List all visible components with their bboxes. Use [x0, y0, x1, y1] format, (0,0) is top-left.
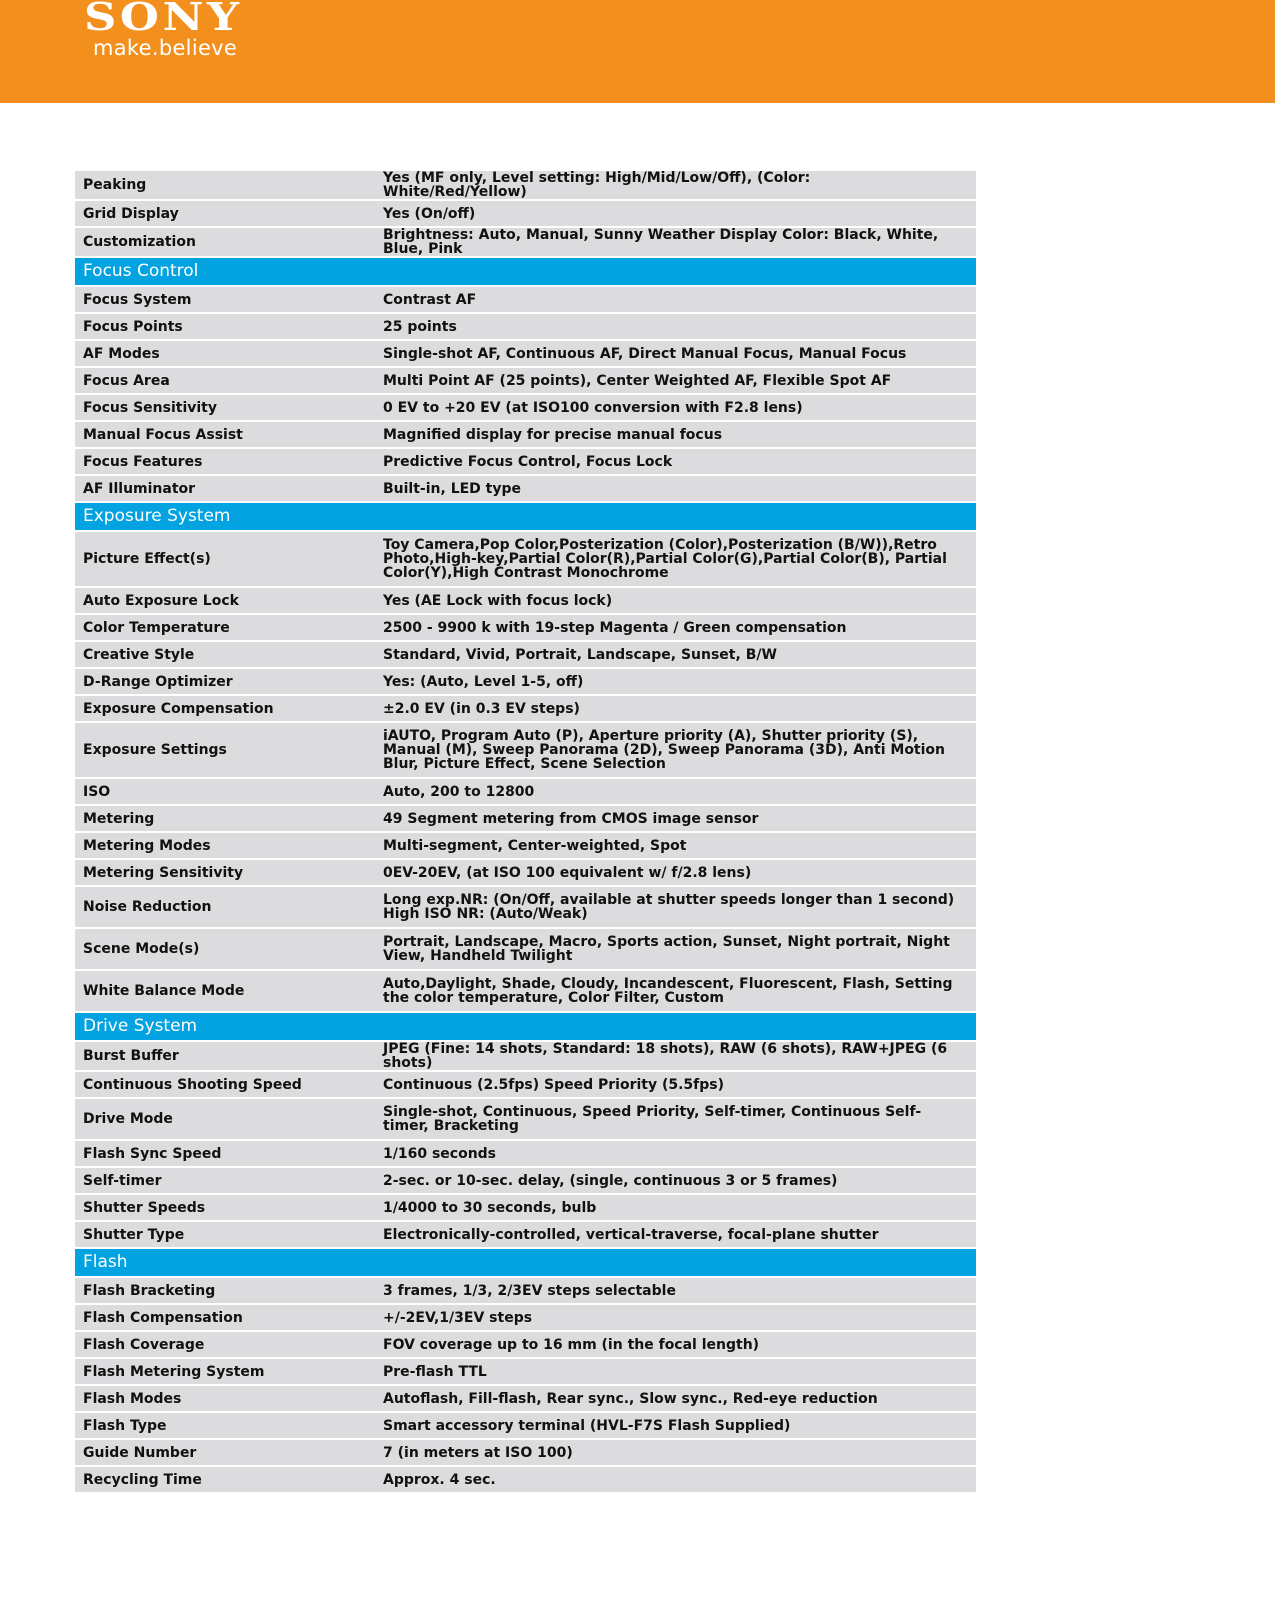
spec-label: Flash Bracketing [75, 1277, 375, 1304]
spec-label: Focus Points [75, 313, 375, 340]
spec-row [75, 641, 976, 668]
spec-value: Auto,Daylight, Shade, Cloudy, Incandescent, Fluorescent, Flash, Setting the color temperature, Color Filter, Custom [375, 970, 976, 1012]
spec-label: Customization [75, 227, 375, 257]
spec-label: White Balance Mode [75, 970, 375, 1012]
spec-value: Built-in, LED type [375, 475, 976, 502]
spec-value: Magnified display for precise manual focus [375, 421, 976, 448]
section-title: Exposure System [75, 502, 976, 531]
spec-label: Recycling Time [75, 1466, 375, 1493]
spec-label: Grid Display [75, 200, 375, 227]
spec-label: Manual Focus Assist [75, 421, 375, 448]
spec-value: +/-2EV,1/3EV steps [375, 1304, 976, 1331]
spec-label: Flash Metering System [75, 1358, 375, 1385]
spec-row [75, 805, 976, 832]
spec-label: Metering Sensitivity [75, 859, 375, 886]
spec-value: Electronically-controlled, vertical-traverse, focal-plane shutter [375, 1221, 976, 1248]
sony-logo: SONY [84, 0, 243, 39]
spec-row [75, 227, 976, 257]
spec-row [75, 668, 976, 695]
spec-value: Multi Point AF (25 points), Center Weighted AF, Flexible Spot AF [375, 367, 976, 394]
spec-value: Continuous (2.5fps) Speed Priority (5.5fps) [375, 1071, 976, 1098]
section-header [75, 502, 976, 531]
spec-row [75, 1167, 976, 1194]
spec-label: Metering [75, 805, 375, 832]
spec-value: Auto, 200 to 12800 [375, 778, 976, 805]
spec-row [75, 1098, 976, 1140]
spec-label: AF Illuminator [75, 475, 375, 502]
spec-value: Yes: (Auto, Level 1-5, off) [375, 668, 976, 695]
spec-label: Burst Buffer [75, 1041, 375, 1071]
spec-label: Metering Modes [75, 832, 375, 859]
spec-row [75, 1041, 976, 1071]
section-header [75, 1012, 976, 1041]
section-title: Focus Control [75, 257, 976, 286]
spec-label: Drive Mode [75, 1098, 375, 1140]
spec-row [75, 832, 976, 859]
spec-value: Predictive Focus Control, Focus Lock [375, 448, 976, 475]
spec-label: Shutter Speeds [75, 1194, 375, 1221]
spec-value: Single-shot, Continuous, Speed Priority, Self-timer, Continuous Self-timer, Bracketing [375, 1098, 976, 1140]
spec-row [75, 1277, 976, 1304]
spec-label: Focus System [75, 286, 375, 313]
spec-row [75, 1358, 976, 1385]
spec-value: Contrast AF [375, 286, 976, 313]
spec-label: Creative Style [75, 641, 375, 668]
brand-tagline: make.believe [93, 36, 238, 60]
spec-row [75, 1221, 976, 1248]
spec-label: Peaking [75, 171, 375, 200]
section-title: Flash [75, 1248, 976, 1277]
spec-value: 49 Segment metering from CMOS image sensor [375, 805, 976, 832]
spec-table [75, 171, 976, 1494]
spec-row [75, 886, 976, 928]
spec-value: JPEG (Fine: 14 shots, Standard: 18 shots), RAW (6 shots), RAW+JPEG (6 shots) [375, 1041, 976, 1071]
spec-value: Standard, Vivid, Portrait, Landscape, Sunset, B/W [375, 641, 976, 668]
spec-row [75, 367, 976, 394]
spec-value: 0 EV to +20 EV (at ISO100 conversion with F2.8 lens) [375, 394, 976, 421]
spec-value: Long exp.NR: (On/Off, available at shutter speeds longer than 1 second) High ISO NR: (Auto/Weak) [375, 886, 976, 928]
spec-row [75, 286, 976, 313]
spec-value: 7 (in meters at ISO 100) [375, 1439, 976, 1466]
spec-label: Focus Features [75, 448, 375, 475]
spec-row [75, 1466, 976, 1493]
spec-value: Yes (MF only, Level setting: High/Mid/Low/Off), (Color: White/Red/Yellow) [375, 171, 976, 200]
spec-row [75, 1140, 976, 1167]
spec-label: ISO [75, 778, 375, 805]
spec-label: Scene Mode(s) [75, 928, 375, 970]
spec-label: Guide Number [75, 1439, 375, 1466]
spec-label: Flash Compensation [75, 1304, 375, 1331]
spec-row [75, 1385, 976, 1412]
spec-value: Yes (On/off) [375, 200, 976, 227]
spec-row [75, 778, 976, 805]
spec-row [75, 394, 976, 421]
spec-label: Auto Exposure Lock [75, 587, 375, 614]
spec-label: Picture Effect(s) [75, 531, 375, 587]
spec-value: FOV coverage up to 16 mm (in the focal length) [375, 1331, 976, 1358]
spec-row [75, 1071, 976, 1098]
section-header [75, 257, 976, 286]
spec-row [75, 1304, 976, 1331]
spec-value: 3 frames, 1/3, 2/3EV steps selectable [375, 1277, 976, 1304]
spec-row [75, 722, 976, 778]
spec-value: 1/160 seconds [375, 1140, 976, 1167]
spec-label: Flash Type [75, 1412, 375, 1439]
spec-label: AF Modes [75, 340, 375, 367]
spec-label: Exposure Settings [75, 722, 375, 778]
spec-label: Flash Coverage [75, 1331, 375, 1358]
spec-row [75, 1194, 976, 1221]
spec-value: Pre-flash TTL [375, 1358, 976, 1385]
spec-row [75, 695, 976, 722]
spec-label: D-Range Optimizer [75, 668, 375, 695]
spec-label: Exposure Compensation [75, 695, 375, 722]
spec-row [75, 313, 976, 340]
spec-value: Multi-segment, Center-weighted, Spot [375, 832, 976, 859]
spec-value: 2500 - 9900 k with 19-step Magenta / Green compensation [375, 614, 976, 641]
spec-value: Approx. 4 sec. [375, 1466, 976, 1493]
section-title: Drive System [75, 1012, 976, 1041]
spec-value: iAUTO, Program Auto (P), Aperture priority (A), Shutter priority (S), Manual (M), Sweep Panorama (2D), Sweep Panorama (3D), Anti Motion Blur, Picture Effect, Scene Selection [375, 722, 976, 778]
spec-label: Shutter Type [75, 1221, 375, 1248]
spec-row [75, 1439, 976, 1466]
spec-label: Focus Sensitivity [75, 394, 375, 421]
spec-row [75, 200, 976, 227]
spec-row [75, 928, 976, 970]
spec-label: Self-timer [75, 1167, 375, 1194]
spec-value: Single-shot AF, Continuous AF, Direct Manual Focus, Manual Focus [375, 340, 976, 367]
spec-row [75, 1331, 976, 1358]
spec-value: 0EV-20EV, (at ISO 100 equivalent w/ f/2.8 lens) [375, 859, 976, 886]
spec-value: Autoflash, Fill-flash, Rear sync., Slow sync., Red-eye reduction [375, 1385, 976, 1412]
brand-header [0, 0, 1275, 103]
spec-value: 25 points [375, 313, 976, 340]
spec-row [75, 970, 976, 1012]
spec-label: Continuous Shooting Speed [75, 1071, 375, 1098]
spec-row [75, 587, 976, 614]
section-header [75, 1248, 976, 1277]
spec-row [75, 531, 976, 587]
spec-row [75, 340, 976, 367]
spec-value: Yes (AE Lock with focus lock) [375, 587, 976, 614]
spec-row [75, 171, 976, 200]
spec-row [75, 421, 976, 448]
spec-value: 2-sec. or 10-sec. delay, (single, continuous 3 or 5 frames) [375, 1167, 976, 1194]
spec-row [75, 614, 976, 641]
spec-value: Smart accessory terminal (HVL-F7S Flash Supplied) [375, 1412, 976, 1439]
spec-label: Color Temperature [75, 614, 375, 641]
spec-label: Noise Reduction [75, 886, 375, 928]
spec-label: Flash Modes [75, 1385, 375, 1412]
spec-row [75, 475, 976, 502]
spec-value: ±2.0 EV (in 0.3 EV steps) [375, 695, 976, 722]
spec-value: Portrait, Landscape, Macro, Sports action, Sunset, Night portrait, Night View, Handheld Twilight [375, 928, 976, 970]
spec-row [75, 1412, 976, 1439]
spec-row [75, 448, 976, 475]
spec-row [75, 859, 976, 886]
spec-label: Focus Area [75, 367, 375, 394]
spec-value: Toy Camera,Pop Color,Posterization (Color),Posterization (B/W)),Retro Photo,High-key,Partial Color(R),Partial Color(G),Partial Color(B), Partial Color(Y),High Contrast Monochrome [375, 531, 976, 587]
spec-value: Brightness: Auto, Manual, Sunny Weather Display Color: Black, White, Blue, Pink [375, 227, 976, 257]
spec-value: 1/4000 to 30 seconds, bulb [375, 1194, 976, 1221]
spec-label: Flash Sync Speed [75, 1140, 375, 1167]
